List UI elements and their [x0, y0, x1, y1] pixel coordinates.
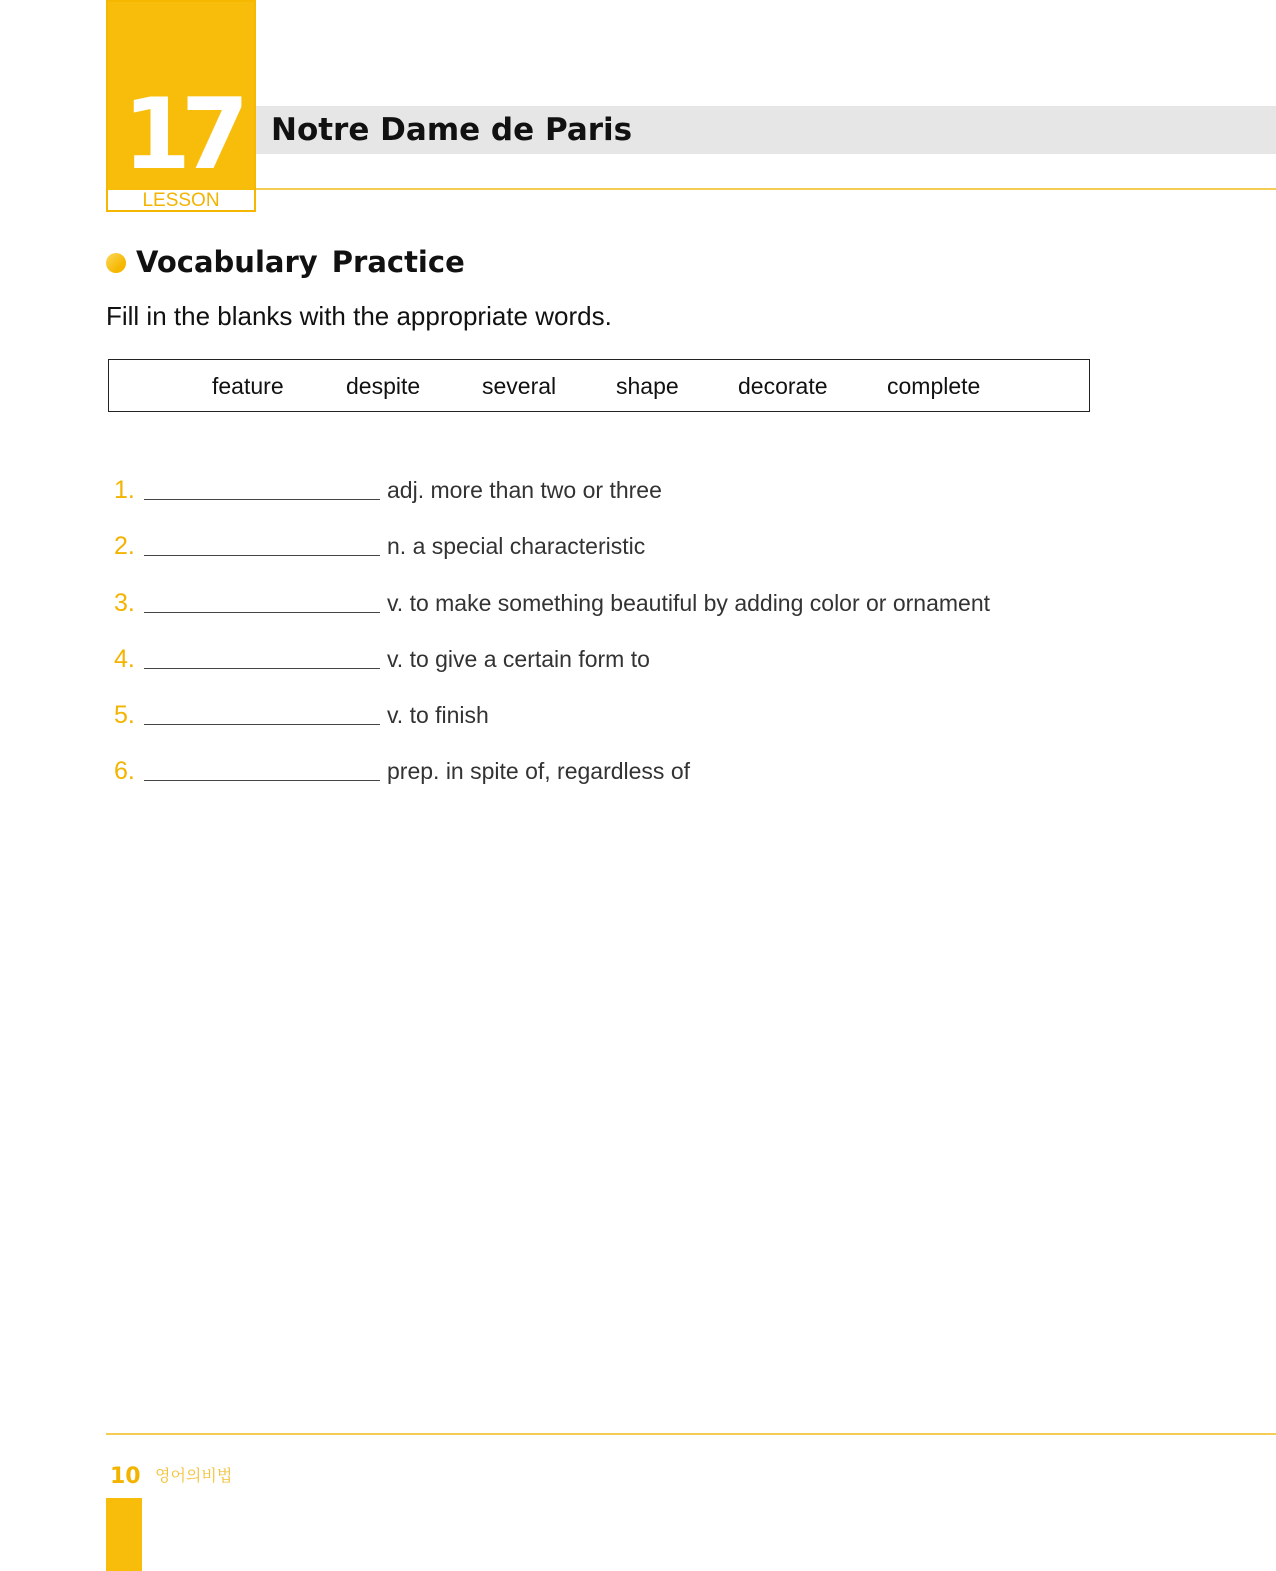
page-title: Notre Dame de Paris: [271, 112, 633, 148]
exercise-item: [114, 639, 650, 679]
page-edge-tab: [106, 1498, 142, 1571]
item-number: 2.: [114, 532, 135, 560]
section-bullet-icon: [106, 253, 126, 273]
answer-blank[interactable]: [144, 588, 380, 613]
item-definition: n. a special characteristic: [387, 533, 646, 559]
item-number: 6.: [114, 757, 135, 785]
item-number: 1.: [114, 476, 135, 504]
item-definition: v. to make something beautiful by adding color or ornament: [387, 590, 991, 616]
exercise-item: [114, 470, 662, 510]
answer-blank[interactable]: [144, 700, 380, 725]
item-definition: v. to finish: [387, 702, 489, 728]
answer-blank[interactable]: [144, 475, 380, 500]
book-title: 영어의비법: [155, 1468, 233, 1485]
instruction-text: Fill in the blanks with the appropriate words.: [106, 301, 612, 331]
exercise-item: [114, 695, 489, 735]
item-number: 5.: [114, 701, 135, 729]
lesson-badge: [106, 0, 256, 212]
word-bank-item: shape: [616, 373, 679, 399]
word-bank-item: decorate: [738, 373, 828, 399]
answer-blank[interactable]: [144, 644, 380, 669]
exercise-item: [114, 751, 690, 791]
item-definition: v. to give a certain form to: [387, 646, 650, 672]
answer-blank[interactable]: [144, 531, 380, 556]
title-band: [256, 106, 1276, 154]
exercise-item: [114, 583, 990, 623]
section-title: Vocabulary Practice: [136, 245, 465, 279]
item-definition: adj. more than two or three: [387, 477, 662, 503]
item-number: 4.: [114, 645, 135, 673]
lesson-number: 17: [122, 78, 240, 192]
page-number: 10: [110, 1464, 141, 1489]
word-bank: [108, 359, 1090, 412]
footer-divider: [106, 1433, 1276, 1435]
lesson-label: LESSON: [142, 190, 220, 211]
header-divider: [256, 188, 1276, 190]
word-bank-item: despite: [346, 373, 421, 399]
item-number: 3.: [114, 589, 135, 617]
word-bank-item: feature: [212, 373, 284, 399]
answer-blank[interactable]: [144, 756, 380, 781]
word-bank-item: several: [482, 373, 557, 399]
exercise-item: [114, 526, 645, 566]
item-definition: prep. in spite of, regardless of: [387, 758, 690, 784]
word-bank-item: complete: [887, 373, 981, 399]
